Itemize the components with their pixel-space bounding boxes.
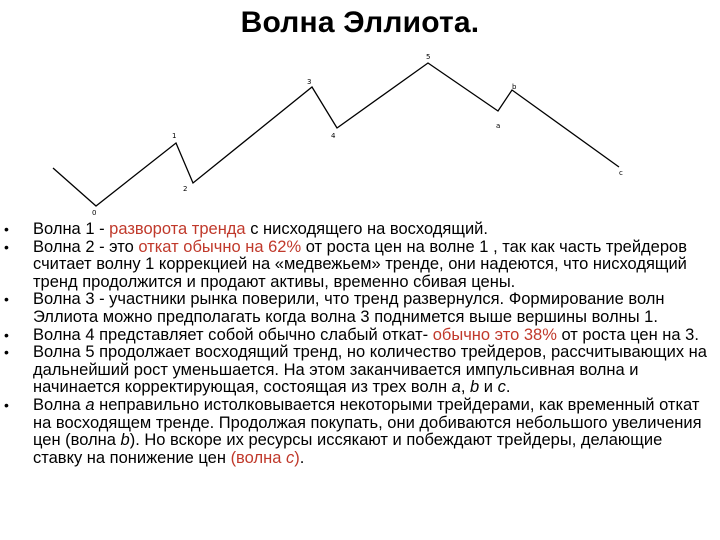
bullet-item: [0, 221, 720, 239]
bullet-text: [33, 238, 687, 291]
highlight-text: разворота тренда: [109, 220, 246, 238]
wave-label-1: 1: [172, 132, 177, 140]
text-segment: b: [470, 378, 480, 397]
bullet-item: [0, 327, 720, 345]
bullet-dot: •: [4, 344, 9, 361]
text-segment: Волна 1 -: [33, 220, 110, 238]
text-segment: ,: [460, 378, 470, 397]
bullet-dot: •: [4, 291, 9, 308]
slide-title: Волна Эллиота.: [240, 6, 480, 39]
text-segment: а: [85, 395, 95, 414]
text-segment: Волна: [33, 395, 86, 414]
text-segment: .: [505, 378, 511, 397]
elliott-wave-diagram: [0, 0, 720, 220]
bullet-text: [33, 343, 707, 396]
highlight-text: c: [285, 448, 295, 467]
text-segment: и: [479, 378, 498, 397]
bullet-item: [0, 397, 720, 467]
text-segment: a: [451, 378, 461, 397]
text-segment: Волна 2 - это: [33, 237, 139, 256]
text-segment: с нисходящего на восходящий.: [245, 220, 488, 238]
text-segment: c: [497, 378, 506, 397]
highlight-text: обычно это 38%: [432, 325, 557, 344]
wave-label-c: c: [619, 169, 623, 177]
text-segment: Волна 3 - участники рынка поверили, что тренд развернулся. Формирование волн Эллиота можно предполагать когда волна 3 поднимется выше вершины волны 1.: [33, 290, 665, 326]
wave-line: [53, 63, 619, 206]
bullet-text: [33, 396, 702, 467]
bullet-dot: •: [4, 238, 9, 255]
bullet-dot: •: [4, 326, 9, 343]
highlight-text: (волна: [230, 448, 286, 467]
text-segment: ). Но вскоре их ресурсы иссякают и побеждают трейдеры, делающие ставку на понижение цен: [33, 431, 663, 467]
bullet-text: [33, 290, 665, 326]
text-segment: Волна 5 продолжает восходящий тренд, но количество трейдеров, рассчитывающих на дальнейший рост уменьшается. На этом заканчивается импульсивная волна и начинается корректирующая, состоящая из трех волн: [33, 343, 707, 397]
bullet-text: [33, 220, 488, 238]
wave-label-3: 3: [307, 78, 312, 86]
wave-label-a: a: [496, 122, 501, 130]
bullet-list: [0, 221, 720, 467]
text-segment: Волна 4 представляет собой обычно слабый откат-: [33, 325, 433, 344]
bullet-item: [0, 239, 720, 292]
bullet-text: [33, 326, 699, 344]
wave-label-5: 5: [426, 53, 431, 61]
bullet-item: [0, 344, 720, 397]
bullet-item: [0, 291, 720, 326]
wave-label-4: 4: [331, 132, 336, 140]
wave-label-2: 2: [183, 185, 188, 193]
highlight-text: ): [294, 448, 300, 467]
text-segment: b: [120, 431, 130, 450]
text-segment: от роста цен на 3.: [556, 325, 699, 344]
wave-label-0: 0: [92, 209, 97, 217]
text-segment: от роста цен на волне 1 , так как часть трейдеров считает волну 1 коррекцией на «медвежьем» тренде, они надеются, что нисходящий тренд продолжится и продают активы, временно сбивая цены.: [33, 237, 687, 291]
bullet-dot: •: [4, 396, 9, 413]
bullet-dot: •: [4, 221, 9, 237]
highlight-text: откат обычно на 62%: [138, 237, 302, 256]
text-segment: неправильно истолковывается некоторыми трейдерами, как временный откат на восходящем тренде. Продолжая покупать, они добиваются небольшого увеличения цен (волна: [33, 395, 702, 450]
wave-label-b: b: [512, 83, 517, 91]
text-segment: .: [299, 448, 305, 467]
